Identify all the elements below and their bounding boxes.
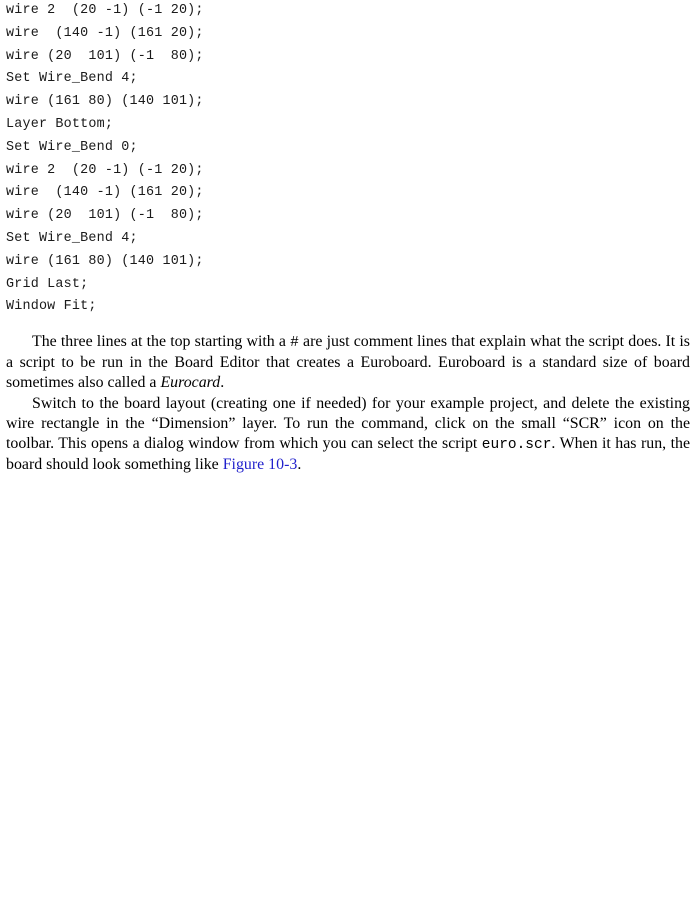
paragraph2-text-start: Switch to the board layout (creating one if needed) for your example project, and delete the existing wire rectangle in the “Dimension” layer. To run the command, click on the small “SCR” icon on the toolbar. This opens a dialog window from which you can select the script [6,394,690,453]
code-line: Set Wire_Bend 0; [6,139,138,155]
script-code-listing [6,0,204,319]
code-line: wire (161 80) (140 101); [6,253,204,269]
code-line: wire 2 (20 -1) (-1 20); [6,3,204,18]
paragraph-comment-explanation [6,332,690,394]
paragraph2-text-middle: . When it has run, the board should look something like [6,435,691,474]
code-line: wire (20 101) (-1 80); [6,48,204,64]
code-line: wire (161 80) (140 101); [6,94,204,110]
paragraph1-text-middle: are just comment lines that explain what the script does. It is a script to be run in the Board Editor that creates a Euroboard. Euroboard is a standard size of board sometimes also called a [6,333,690,392]
paragraph-run-instructions [6,394,690,476]
code-line: Grid Last; [6,276,89,292]
code-line: wire (140 -1) (161 20); [6,185,204,201]
code-line: Layer Bottom; [6,116,114,132]
code-line: wire (140 -1) (161 20); [6,25,204,41]
figure-reference-link[interactable]: Figure 10-3 [222,456,298,474]
hash-symbol: # [290,335,299,351]
code-line: Set Wire_Bend 4; [6,230,138,246]
paragraph1-text-start: The three lines at the top starting with a [32,333,291,350]
code-line: Set Wire_Bend 4; [6,71,138,87]
script-filename: euro.scr [481,437,552,454]
eurocard-term: Eurocard [160,374,221,392]
code-line: wire (20 101) (-1 80); [6,208,204,224]
paragraph1-text-end: . [220,374,225,392]
code-line: wire 2 (20 -1) (-1 20); [6,162,204,178]
paragraph2-text-end: . [297,456,302,474]
body-text [6,332,690,475]
code-line: Window Fit; [6,299,97,315]
